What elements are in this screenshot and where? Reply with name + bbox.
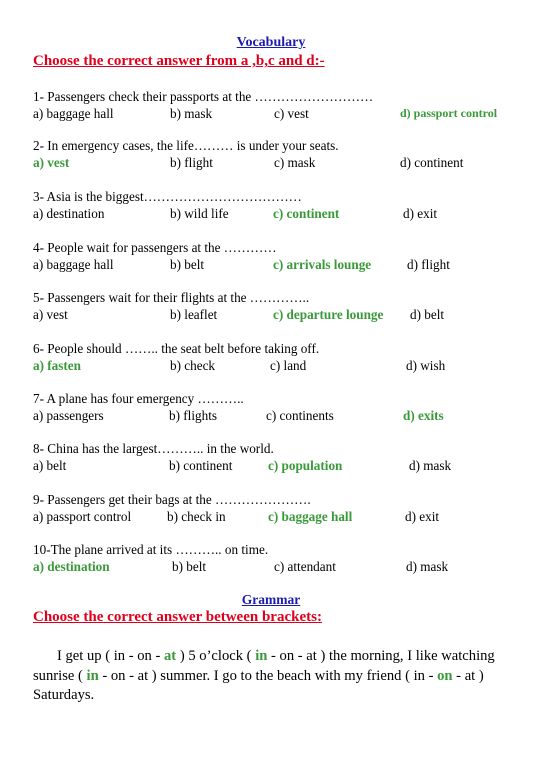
answer-option: d) flight [407, 257, 450, 272]
answer-option: b) continent [169, 458, 233, 473]
answer-option-correct: c) baggage hall [268, 509, 353, 524]
answer-option: b) belt [172, 559, 207, 574]
answer-option: c) mask [274, 155, 316, 170]
paragraph-text: - on - at ) the morning, I like watching sunrise ( [33, 648, 495, 684]
grammar-title: Grammar [241, 592, 301, 607]
answer-option: d) mask [406, 559, 449, 574]
answer-option: a) belt [33, 458, 67, 473]
question-stem: 4- People wait for passengers at the ………… [33, 240, 277, 255]
answer-option: a) vest [33, 307, 68, 322]
paragraph-text: I get up ( in - on - [57, 648, 164, 664]
answer-option: b) flight [170, 155, 213, 170]
answer-option: b) belt [170, 257, 205, 272]
answer-option-correct: a) vest [33, 155, 70, 170]
paragraph-text: - on - at ) summer. I go to the beach with my friend ( in - [98, 667, 438, 684]
question-stem: 6- People should …….. the seat belt before taking off. [33, 341, 320, 356]
question-stem: 3- Asia is the biggest……………………………… [33, 189, 302, 204]
question-stem: 10-The plane arrived at its ……….. on time. [33, 542, 269, 557]
answer-option-correct: a) destination [33, 559, 110, 574]
answer-option: d) wish [406, 358, 446, 373]
answer-option: d) exit [405, 509, 440, 524]
paragraph-answer: in [86, 667, 99, 684]
answer-option: b) wild life [170, 206, 229, 221]
answer-option: c) land [270, 358, 307, 373]
answer-option-correct: c) population [268, 458, 343, 473]
answer-option: a) passport control [33, 509, 132, 524]
answer-option-correct: d) passport control [400, 106, 498, 120]
answer-option: a) destination [33, 206, 105, 221]
answer-option: a) passengers [33, 408, 104, 423]
paragraph-answer: on [437, 667, 453, 684]
question-stem: 7- A plane has four emergency ……….. [33, 391, 244, 406]
paragraph-answer: in [255, 648, 268, 664]
answer-option: d) continent [400, 155, 464, 170]
answer-option: c) attendant [274, 559, 336, 574]
grammar-paragraph [33, 647, 503, 706]
answer-option: b) check in [167, 509, 226, 524]
question-stem: 5- Passengers wait for their flights at the ………….. [33, 290, 310, 305]
answer-option: d) belt [410, 307, 445, 322]
answer-option: a) baggage hall [33, 257, 114, 272]
answer-option-correct: d) exits [403, 408, 444, 423]
paragraph-text: ) 5 o’clock ( [176, 648, 256, 664]
answer-option: c) vest [274, 106, 309, 121]
vocabulary-title: Vocabulary [236, 35, 306, 50]
answer-option: b) leaflet [170, 307, 218, 322]
answer-option: b) flights [169, 408, 217, 423]
answer-option: d) mask [409, 458, 452, 473]
answer-option-correct: c) continent [273, 206, 340, 221]
paragraph-text: - at ) Saturdays. [33, 667, 484, 703]
question-stem: 2- In emergency cases, the life……… is under your seats. [33, 138, 339, 153]
answer-option-correct: c) departure lounge [273, 307, 384, 322]
answer-option: c) continents [266, 408, 334, 423]
answer-option: a) baggage hall [33, 106, 114, 121]
answer-option-correct: c) arrivals lounge [273, 257, 372, 272]
question-stem: 8- China has the largest……….. in the world. [33, 441, 274, 456]
question-stem: 9- Passengers get their bags at the …………………. [33, 492, 311, 507]
paragraph-answer: at [164, 648, 177, 664]
answer-option: d) exit [403, 206, 438, 221]
answer-option: b) mask [170, 106, 213, 121]
grammar-instruction: Choose the correct answer between brackets: [33, 609, 322, 625]
answer-option: b) check [170, 358, 216, 373]
vocabulary-instruction: Choose the correct answer from a ,b,c and d:- [33, 53, 325, 69]
question-stem: 1- Passengers check their passports at the ……………………… [33, 89, 374, 104]
answer-option-correct: a) fasten [33, 358, 81, 373]
